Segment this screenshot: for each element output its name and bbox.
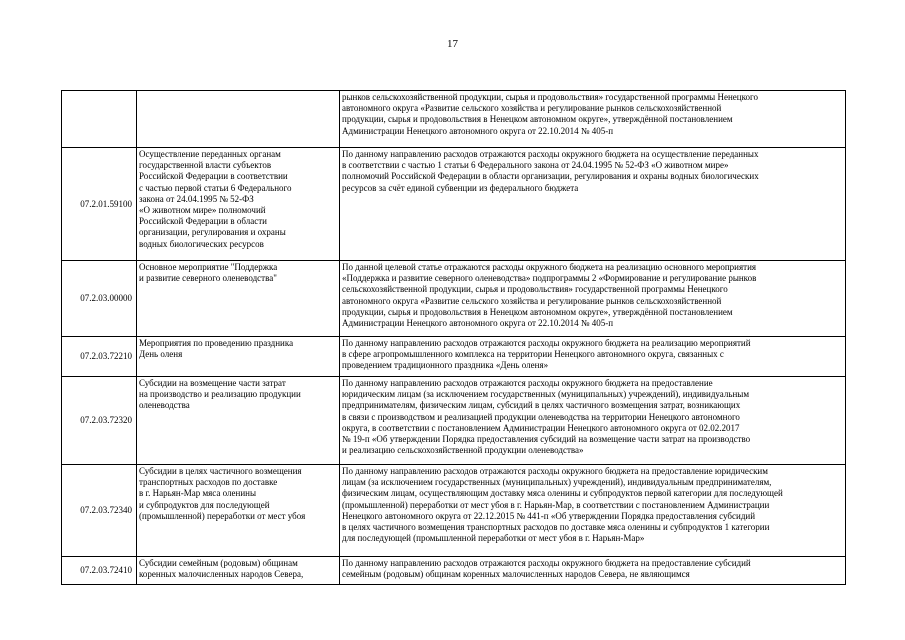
- row-code: [62, 91, 137, 148]
- table-row: [62, 557, 846, 585]
- table-row: [62, 261, 846, 337]
- row-description: По данному направлению расходов отражаются расходы окружного бюджета на осуществление переданных в соответствии с частью 1 статьи 6 Федерального закона от 24.04.1995 № 52-ФЗ «О животном мире» полномочий Российской Федерации в области организации, регулирования и охраны водных биологических ресурсов за счёт единой субвенции из федерального бюджета: [340, 148, 846, 261]
- row-description: По данной целевой статье отражаются расходы окружного бюджета на реализацию основного мероприятия «Поддержка и развитие северного оленеводства» подпрограммы 2 «Формирование и регулирование рынков сельскохозяйственной продукции, сырья и продовольствия» государственной программы Ненецкого автономного округа «Развитие сельского хозяйства и регулирование рынков сельскохозяйственной продукции, сырья и продовольствия в Ненецком автономном округе», утверждённой постановлением Администрации Ненецкого автономного округа от 22.10.2014 № 405-п: [340, 261, 846, 337]
- table-row: [62, 377, 846, 465]
- table-row: [62, 91, 846, 148]
- row-name: Основное мероприятие "Поддержка и развитие северного оленеводства": [137, 261, 340, 337]
- row-name: Мероприятия по проведению праздника День оленя: [137, 337, 340, 377]
- table-row: [62, 465, 846, 557]
- row-description: По данному направлению расходов отражаются расходы окружного бюджета на предоставление юридическим лицам (за исключением государственных (муниципальных) учреждений), индивидуальным предпринимателям, физическим лицам, осуществляющим доставку мяса оленины и субпродуктов первой категории для последующей (промышленной) переработки от мест убоя в г. Нарьян-Мар, в соответствии с постановлением Администрации Ненецкого автономного округа от 22.12.2015 № 441-п «Об утверждении Порядка предоставления субсидий в целях частичного возмещения транспортных расходов по доставке мяса оленины и субпродуктов 1 категории для последующей (промышленной переработки от мест убоя в г. Нарьян-Мар»: [340, 465, 846, 557]
- row-code: 07.2.03.72410: [62, 557, 137, 585]
- page-number: 17: [447, 38, 458, 50]
- row-description: По данному направлению расходов отражаются расходы окружного бюджета на предоставление субсидий семейным (родовым) общинам коренных малочисленных народов Севера, не являющимся: [340, 557, 846, 585]
- row-name: Субсидии семейным (родовым) общинам коренных малочисленных народов Севера,: [137, 557, 340, 585]
- row-name: Субсидии в целях частичного возмещения транспортных расходов по доставке в г. Нарьян-Мар мяса оленины и субпродуктов для последующей (промышленной) переработки от мест убоя: [137, 465, 340, 557]
- row-code: 07.2.01.59100: [62, 148, 137, 261]
- row-code: 07.2.03.72320: [62, 377, 137, 465]
- row-description: рынков сельскохозяйственной продукции, сырья и продовольствия» государственной программы Ненецкого автономного округа «Развитие сельского хозяйства и регулирование рынков сельскохозяйственной продукции, сырья и продовольствия в Ненецком автономном округе», утверждённой постановлением Администрации Ненецкого автономного округа от 22.10.2014 № 405-п: [340, 91, 846, 148]
- table-row: [62, 148, 846, 261]
- row-name: Осуществление переданных органам государственной власти субъектов Российской Федерации в соответствии с частью первой статьи 6 Федерального закона от 24.04.1995 № 52-ФЗ «О животном мире» полномочий Российской Федерации в области организации, регулирования и охраны водных биологических ресурсов: [137, 148, 340, 261]
- budget-classification-table: [61, 90, 846, 585]
- row-description: По данному направлению расходов отражаются расходы окружного бюджета на предоставление юридическим лицам (за исключением государственных (муниципальных) учреждений), индивидуальным предпринимателям, физическим лицам, субсидий в целях частичного возмещения затрат, возникающих в связи с производством и реализацией продукции оленеводства на территории Ненецкого автономного округа, в соответствии с постановлением Администрации Ненецкого автономного округа от 02.02.2017 № 19-п «Об утверждении Порядка предоставления субсидий на возмещение части затрат на производство и реализацию сельскохозяйственной продукции оленеводства»: [340, 377, 846, 465]
- row-code: 07.2.03.72340: [62, 465, 137, 557]
- row-description: По данному направлению расходов отражаются расходы окружного бюджета на реализацию мероприятий в сфере агропромышленного комплекса на территории Ненецкого автономного округа, связанных с проведением традиционного праздника «День оленя»: [340, 337, 846, 377]
- row-code: 07.2.03.00000: [62, 261, 137, 337]
- table-row: [62, 337, 846, 377]
- row-name: [137, 91, 340, 148]
- row-code: 07.2.03.72210: [62, 337, 137, 377]
- row-name: Субсидии на возмещение части затрат на производство и реализацию продукции оленеводства: [137, 377, 340, 465]
